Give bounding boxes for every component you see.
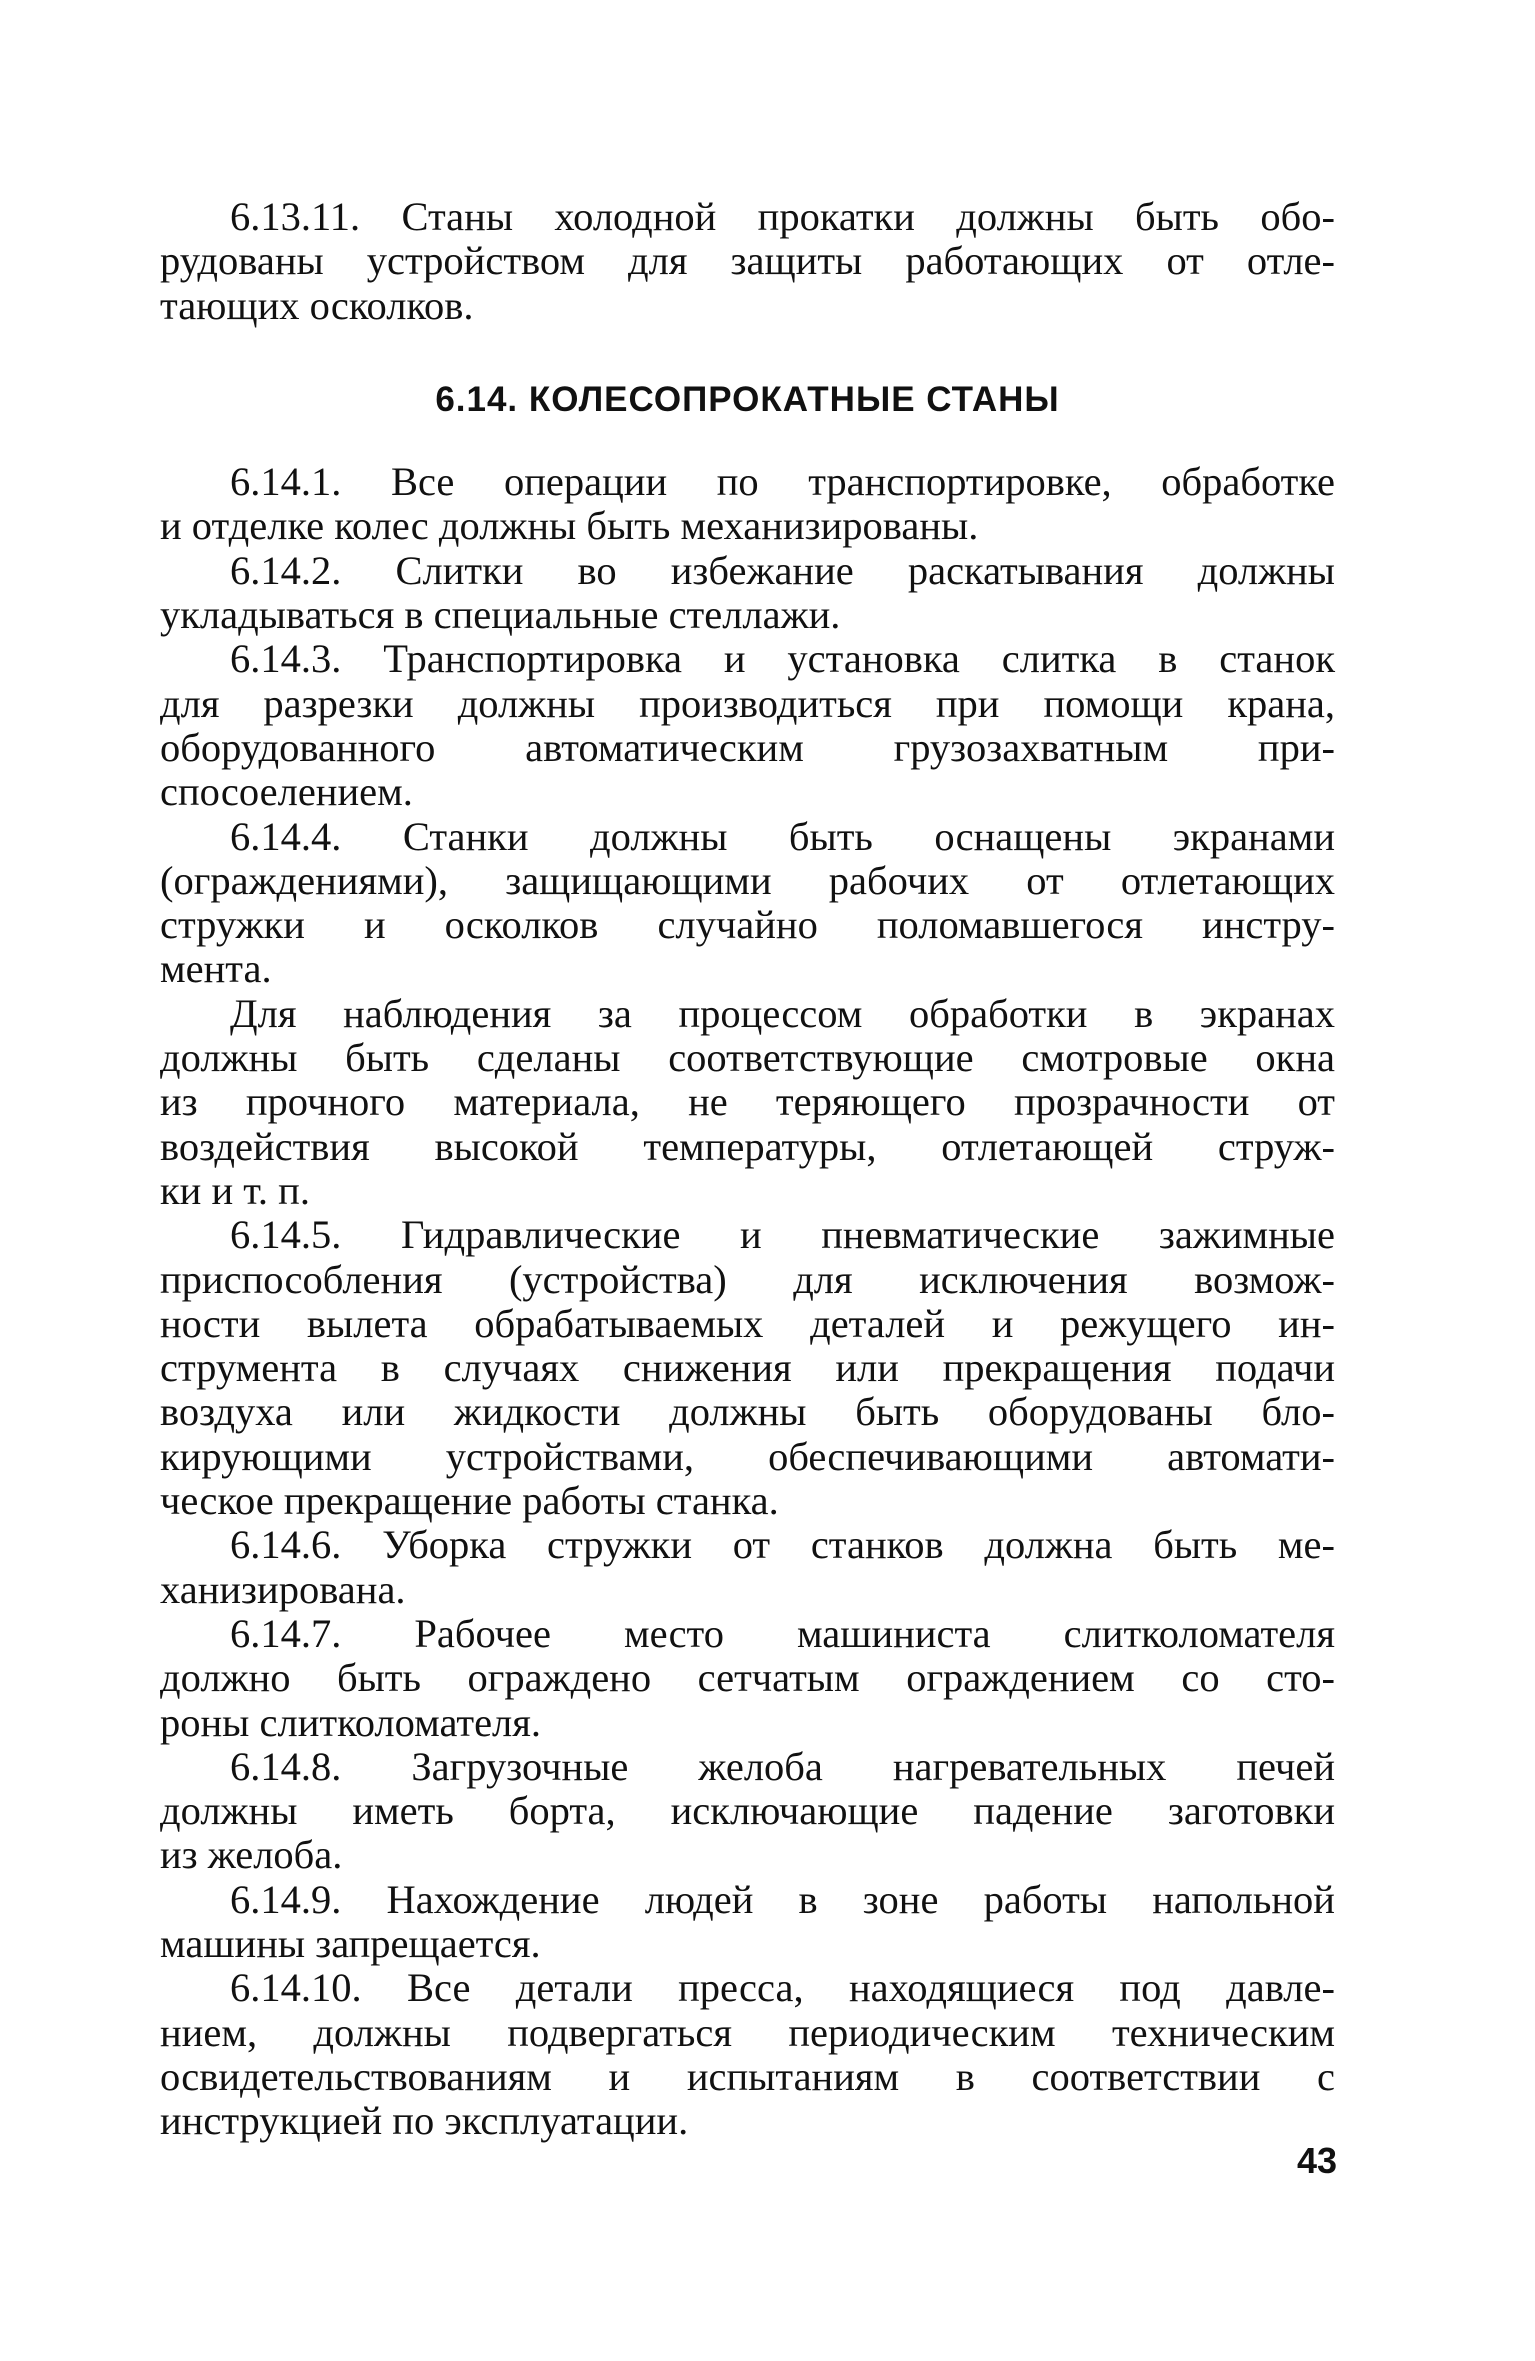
text-line: должны иметь борта, исключающие падение заготовки — [160, 1788, 1335, 1834]
text-line: должны быть сделаны соответствующие смотровые окна — [160, 1035, 1335, 1081]
text-line: ханизирована. — [160, 1566, 406, 1612]
text-line: Для наблюдения за процессом обработки в экранах — [230, 990, 1335, 1036]
text-line: (ограждениями), защищающими рабочих от отлетающих — [160, 857, 1335, 903]
text-line: тающих осколков. — [160, 282, 474, 328]
text-line: 6.14.9. Нахождение людей в зоне работы напольной — [230, 1876, 1335, 1922]
text-line: 6.14.5. Гидравлические и пневматические зажимные — [230, 1212, 1335, 1258]
text-line: воздуха или жидкости должны быть оборудованы бло- — [160, 1389, 1335, 1435]
text-line: 6.14.8. Загрузочные желоба нагревательных печей — [230, 1743, 1335, 1789]
text-line: машины запрещается. — [160, 1920, 541, 1966]
text-line: 6.14.10. Все детали пресса, находящиеся под давле- — [230, 1965, 1335, 2011]
paragraph-6-14-6 — [160, 1523, 1335, 1612]
page-number: 43 — [1297, 2140, 1338, 2181]
paragraph-6-14-7 — [160, 1612, 1335, 1745]
text-line: 6.14.4. Станки должны быть оснащены экранами — [230, 813, 1335, 859]
text-line: ки и т. п. — [160, 1167, 310, 1213]
section-heading: 6.14. КОЛЕСОПРОКАТНЫЕ СТАНЫ — [435, 379, 1060, 419]
paragraph-6-14-5 — [160, 1213, 1335, 1523]
text-line: 6.14.6. Уборка стружки от станков должна быть ме- — [230, 1522, 1335, 1568]
text-line: 6.14.1. Все операции по транспортировке, обработке — [230, 459, 1335, 505]
text-line: укладываться в специальные стеллажи. — [160, 592, 841, 638]
text-line: из желоба. — [160, 1832, 343, 1878]
text-line: для разрезки должны производиться при помощи крана, — [160, 680, 1335, 726]
text-line: кирующими устройствами, обеспечивающими автомати- — [160, 1433, 1335, 1479]
paragraph-6-14-2 — [160, 549, 1335, 638]
text-line: должно быть ограждено сетчатым ограждением со сто- — [160, 1655, 1335, 1701]
text-line: инструкцией по эксплуатации. — [160, 2098, 689, 2144]
text-line: спосоелением. — [160, 769, 413, 815]
page-content — [160, 195, 1335, 2143]
text-line: стружки и осколков случайно поломавшегося инстру- — [160, 902, 1335, 948]
text-line: освидетельствованиям и испытаниям в соответствии с — [160, 2053, 1335, 2099]
text-line: 6.14.7. Рабочее место машиниста слитколомателя — [230, 1610, 1335, 1656]
paragraph-6-13-11 — [160, 195, 1335, 328]
paragraph-6-14-10 — [160, 1966, 1335, 2143]
text-line: 6.13.11. Станы холодной прокатки должны быть обо- — [230, 194, 1335, 239]
text-line: роны слитколомателя. — [160, 1699, 542, 1745]
text-line: оборудованного автоматическим грузозахватным при- — [160, 724, 1335, 770]
text-line: мента. — [160, 946, 272, 992]
text-line: ности вылета обрабатываемых деталей и режущего ин- — [160, 1300, 1335, 1346]
text-line: 6.14.2. Слитки во избежание раскатывания должны — [230, 547, 1335, 593]
text-line: воздействия высокой температуры, отлетающей струж- — [160, 1123, 1335, 1169]
text-line: рудованы устройством для защиты работающих от отле- — [160, 238, 1335, 284]
text-line: приспособления (устройства) для исключения возмож- — [160, 1256, 1335, 1302]
paragraph-observation-windows — [160, 992, 1335, 1213]
paragraph-6-14-1 — [160, 460, 1335, 549]
text-line: из прочного материала, не теряющего прозрачности от — [160, 1079, 1335, 1125]
text-line: и отделке колес должны быть механизированы. — [160, 503, 979, 549]
text-line: струмента в случаях снижения или прекращения подачи — [160, 1345, 1335, 1391]
paragraph-6-14-3 — [160, 637, 1335, 814]
text-line: нием, должны подвергаться периодическим техническим — [160, 2009, 1335, 2055]
paragraph-6-14-8 — [160, 1745, 1335, 1878]
text-line: ческое прекращение работы станка. — [160, 1478, 779, 1524]
text-line: 6.14.3. Транспортировка и установка слитка в станок — [230, 636, 1335, 682]
paragraph-6-14-4 — [160, 815, 1335, 992]
paragraph-6-14-9 — [160, 1878, 1335, 1967]
